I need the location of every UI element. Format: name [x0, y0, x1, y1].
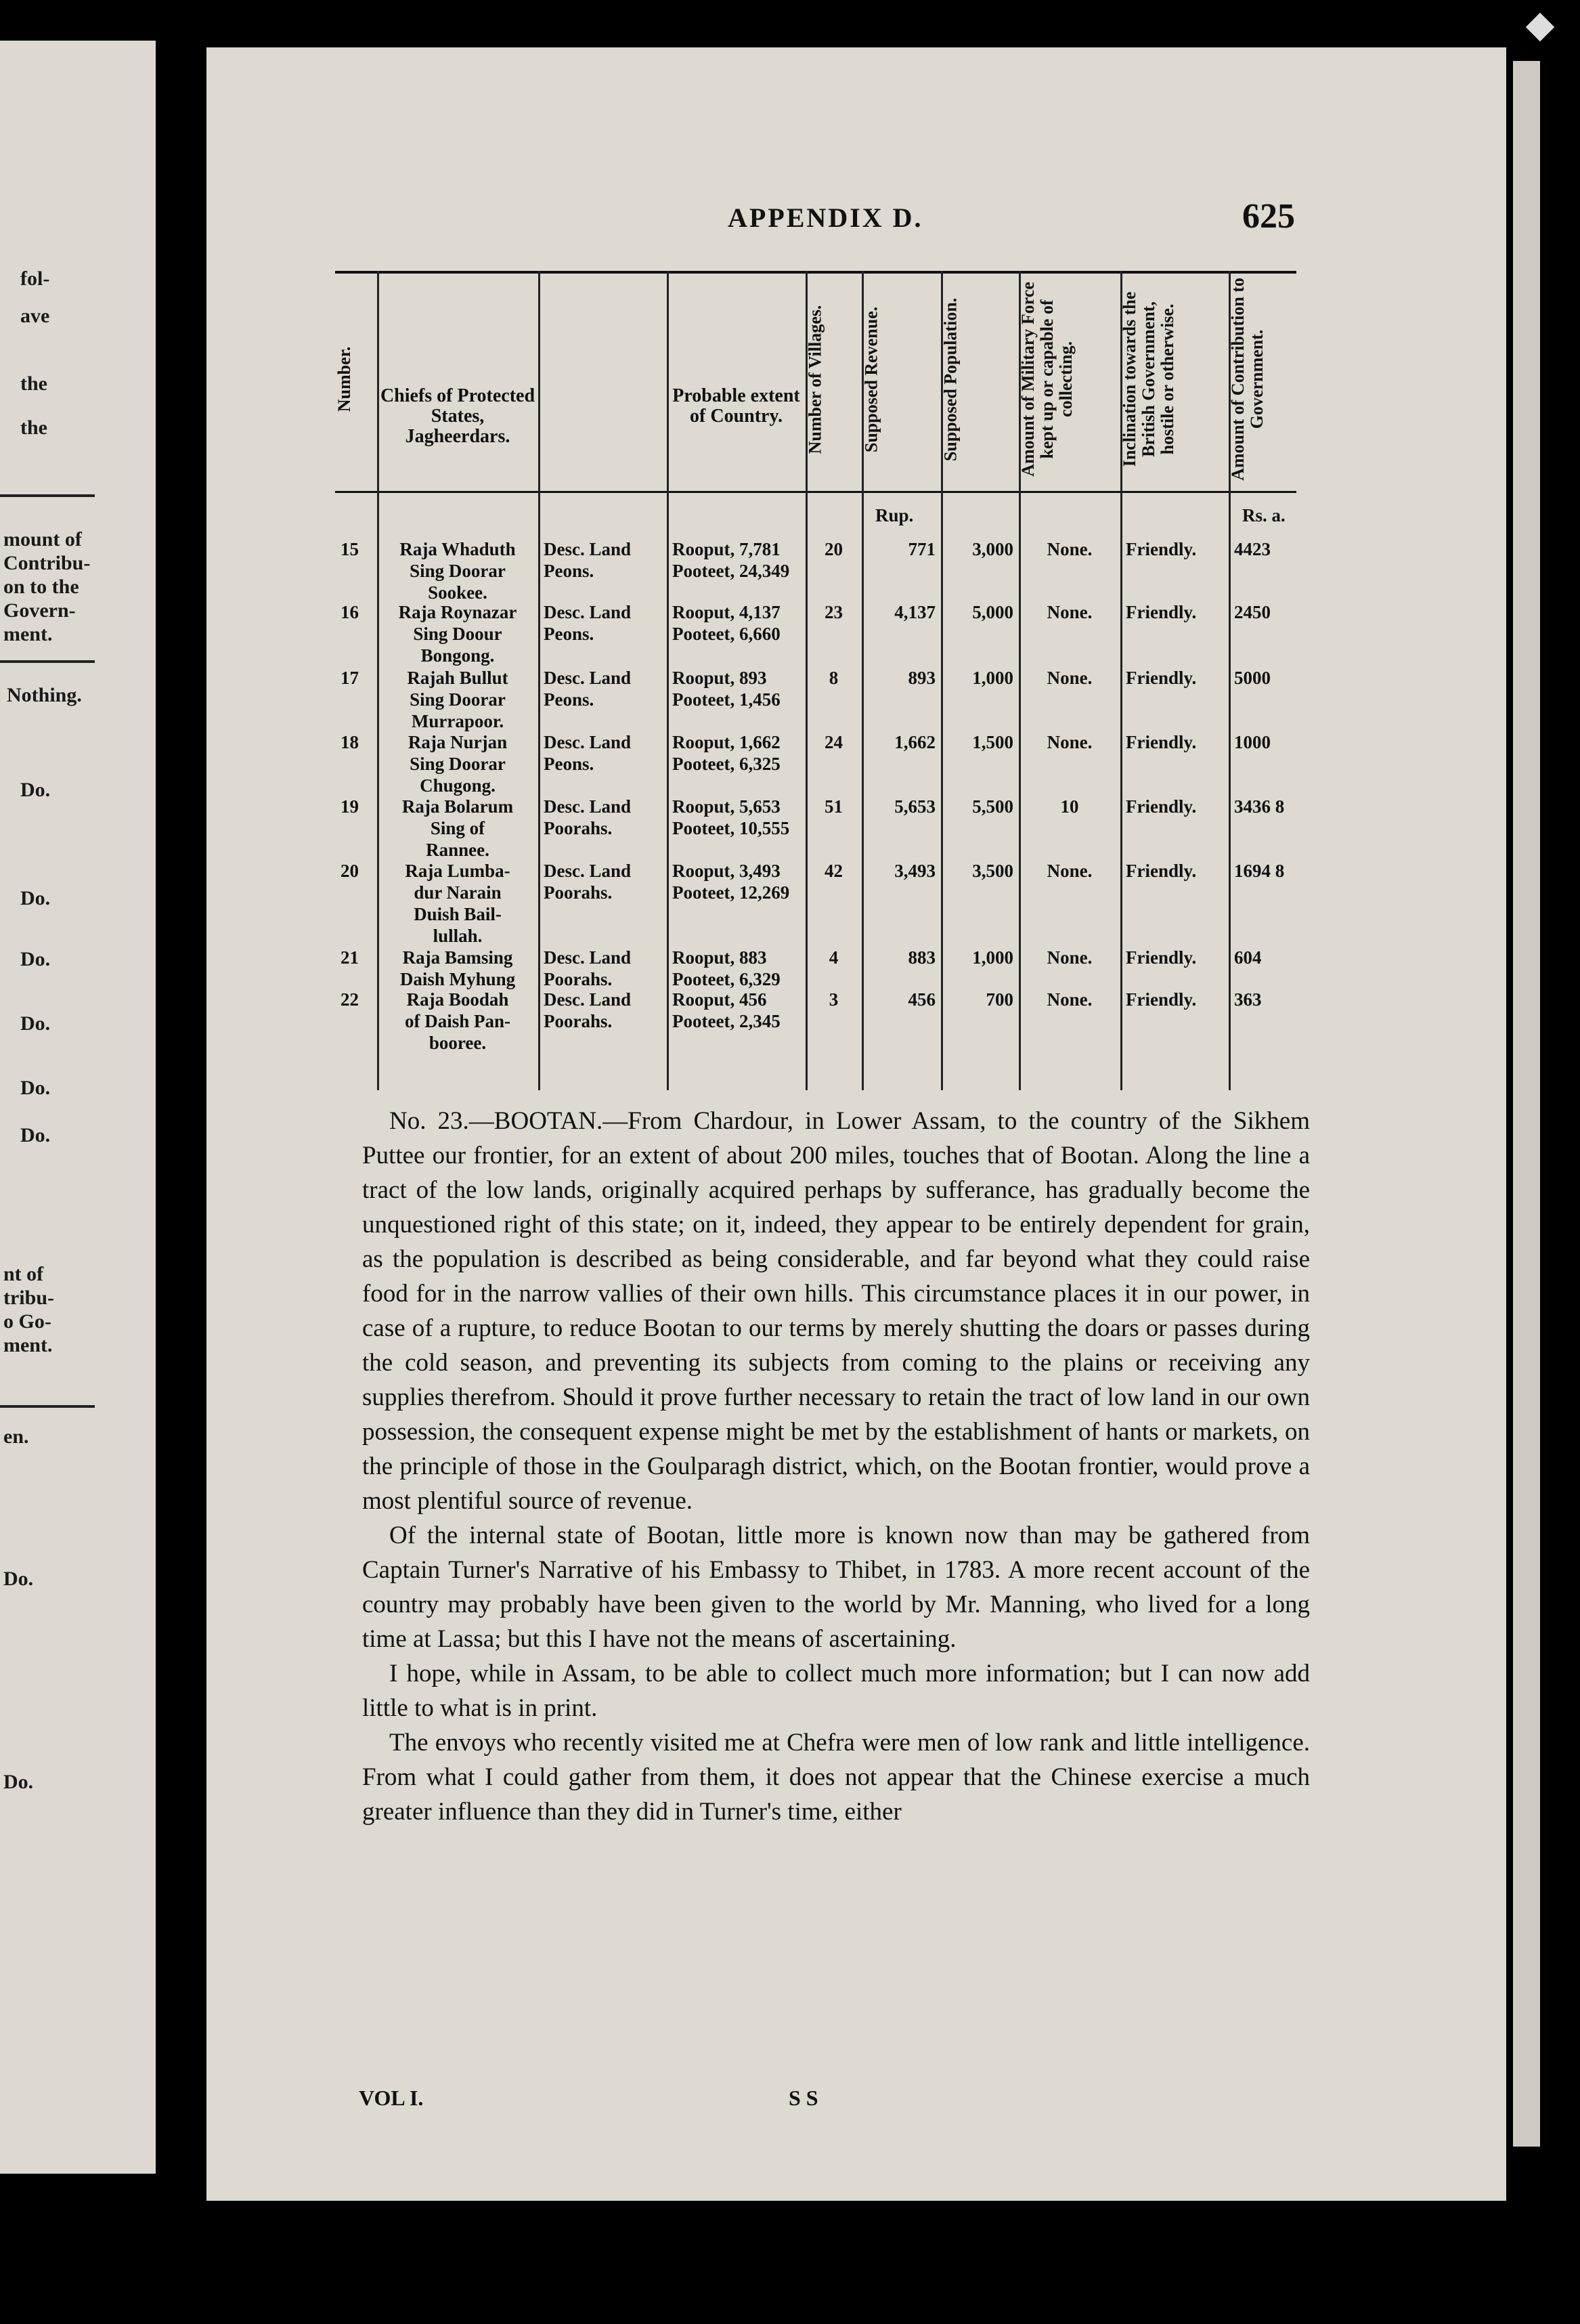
previous-page-line: tribu- [3, 1287, 54, 1309]
table-cell-population: 1,000 [972, 668, 1013, 688]
table-cell-no: 22 [341, 989, 359, 1010]
table-cell-revenue: 5,653 [894, 796, 936, 817]
previous-page-line: Nothing. [7, 684, 82, 706]
table-cell-no: 19 [341, 796, 359, 817]
table-cell-chief: Raja Lumba- dur Narain Duish Bail- lullah. [405, 861, 510, 946]
table-cell-no: 15 [341, 539, 359, 559]
table-cell-revenue: 4,137 [894, 602, 936, 622]
previous-page-line: mount of [3, 528, 82, 551]
table-top-rule [335, 271, 1296, 274]
table-cell-no: 21 [341, 947, 359, 968]
table-column-header: Number of Villages. [805, 305, 825, 454]
previous-page-line: the [20, 416, 47, 439]
table-column-header: Supposed Revenue. [861, 306, 881, 452]
previous-page-line: Do. [20, 948, 51, 970]
previous-page-line: Contribu- [3, 552, 91, 574]
table-cell-revenue: 456 [908, 989, 936, 1010]
table-column-header: Amount of Contribution to Government. [1228, 278, 1267, 481]
previous-page-line: ment. [3, 623, 53, 645]
table-cell-revenue: 1,662 [894, 732, 936, 752]
previous-page-line: Do. [20, 1124, 51, 1146]
previous-page-line: o Go- [3, 1310, 51, 1333]
table-cell-extent: Rooput, 7,781 Pooteet, 24,349 [672, 539, 790, 581]
table-cell-villages: 51 [825, 796, 843, 817]
table-cell-force: None. [1047, 989, 1093, 1010]
table-cell-population: 5,500 [972, 796, 1013, 817]
table-cell-villages: 20 [825, 539, 843, 559]
table-cell-extent: Rooput, 456 Pooteet, 2,345 [672, 989, 781, 1031]
table-cell-inclination: Friendly. [1126, 732, 1197, 752]
page-number: 625 [1242, 197, 1295, 236]
table-cell-inclination: Friendly. [1126, 539, 1197, 559]
table-cell-no: 18 [341, 732, 359, 752]
previous-page-line: en. [3, 1425, 29, 1448]
table-cell-revenue: 771 [908, 539, 936, 559]
table-cell-extent: Rooput, 883 Pooteet, 6,329 [672, 947, 781, 989]
table-cell-no: 16 [341, 602, 359, 622]
table-cell-inclination: Friendly. [1126, 947, 1197, 968]
contribution-unit: Rs. a. [1242, 505, 1286, 525]
table-cell-chief: Raja Bamsing Daish Myhung [399, 947, 516, 989]
previous-page-line: Do. [20, 1077, 51, 1099]
previous-page-line: Do. [20, 887, 51, 909]
previous-page-line: ment. [3, 1334, 53, 1356]
body-paragraph: I hope, while in Assam, to be able to collect much more information; but I can now add little to what is in print. [362, 1660, 1310, 1722]
table-cell-contribution: 1000 [1234, 732, 1271, 752]
table-column-header: Supposed Population. [940, 297, 960, 461]
table-column-rule [538, 271, 540, 1090]
table-cell-chief: Raja Boodah of Daish Pan- booree. [404, 989, 510, 1053]
table-cell-contribution: 604 [1234, 947, 1262, 968]
body-paragraph: No. 23.—BOOTAN.—From Chardour, in Lower Assam, to the country of the Sikhem Puttee our frontier, for an extent of about 200 miles, touches that of Bootan. Along the line a tract of the low lands, originally acquired perhaps by sufferance, has gradually become the unquestioned right of this state; on it, indeed, they appear to be entirely dependent for grain, as the population is described as being considerable, and far beyond what they could raise food for in the narrow vallies of their own hills. This circumstance places it in our power, in case of a rupture, to reduce Bootan to our terms by merely shutting the doars or passes during the cold season, and preventing its subjects from coming to the plains or receiving any supplies therefrom. Should it prove further necessary to retain the tract of low land in our own possession, the consequent expense might be met by the establishment of hants or markets, on the principle of those in the Goulparagh district, which, on the Bootan frontier, would prove a most plentiful source of revenue. [362, 1107, 1310, 1515]
table-cell-villages: 42 [825, 861, 843, 881]
table-cell-revenue: 893 [908, 668, 936, 688]
previous-page-line: the [20, 372, 47, 395]
table-cell-villages: 8 [829, 668, 839, 688]
table-cell-villages: 23 [825, 602, 843, 622]
table-cell-extent: Rooput, 5,653 Pooteet, 10,555 [672, 796, 790, 838]
table-cell-population: 700 [986, 989, 1013, 1010]
corner-mark-icon [1526, 13, 1554, 41]
table-cell-chief: Raja Whaduth Sing Doorar Sookee. [399, 539, 516, 603]
table-cell-villages: 4 [829, 947, 839, 968]
table-cell-force: None. [1047, 539, 1093, 559]
previous-page-line: Do. [20, 1012, 51, 1035]
table-cell-tenure: Desc. Land Poorahs. [544, 796, 632, 838]
table-cell-chief: Raja Bolarum Sing of Rannee. [401, 796, 514, 860]
previous-page-line: nt of [3, 1263, 44, 1285]
previous-page-line: ave [20, 305, 50, 327]
table-cell-population: 1,000 [972, 947, 1013, 968]
revenue-unit: Rup. [875, 505, 914, 525]
table-header-rule [335, 491, 1296, 493]
table-cell-contribution: 1694 8 [1234, 861, 1285, 881]
table-cell-tenure: Desc. Land Poorahs. [544, 947, 632, 989]
previous-page-rule [0, 1405, 95, 1408]
table-column-header: Probable extent of Country. [672, 385, 800, 427]
table-column-header: Number. [334, 346, 354, 412]
table-cell-extent: Rooput, 3,493 Pooteet, 12,269 [672, 861, 790, 903]
table-cell-revenue: 3,493 [894, 861, 936, 881]
table-cell-inclination: Friendly. [1126, 861, 1197, 881]
table-cell-contribution: 4423 [1234, 539, 1271, 559]
table-cell-extent: Rooput, 1,662 Pooteet, 6,325 [672, 732, 781, 774]
data-table [335, 271, 1296, 1090]
table-cell-population: 3,000 [972, 539, 1013, 559]
table-cell-inclination: Friendly. [1126, 796, 1197, 817]
table-cell-chief: Raja Nurjan Sing Doorar Chugong. [408, 732, 508, 796]
table-column-header: Chiefs of Protected States, Jagheerdars. [380, 385, 535, 447]
table-column-header: Inclination towards the British Government, hostile or otherwise. [1120, 291, 1177, 467]
table-cell-chief: Raja Roynazar Sing Doour Bongong. [398, 602, 517, 666]
table-cell-tenure: Desc. Land Poorahs. [544, 861, 632, 903]
table-cell-no: 20 [341, 861, 359, 881]
table-cell-force: None. [1047, 732, 1093, 752]
table-cell-inclination: Friendly. [1126, 602, 1197, 622]
table-cell-force: None. [1047, 861, 1093, 881]
table-cell-villages: 3 [829, 989, 839, 1010]
previous-page-line: fol- [20, 267, 50, 290]
table-cell-force: None. [1047, 602, 1093, 622]
previous-page-line: Do. [20, 779, 51, 801]
table-cell-no: 17 [341, 668, 359, 688]
running-head: APPENDIX D. [728, 202, 923, 233]
previous-page-line: Do. [3, 1771, 34, 1793]
table-cell-force: 10 [1060, 796, 1079, 817]
table-cell-population: 3,500 [972, 861, 1013, 881]
page-edge [1513, 61, 1540, 2147]
previous-page-rule [0, 494, 95, 497]
previous-page [0, 41, 156, 2174]
table-cell-force: None. [1047, 947, 1093, 968]
page [206, 47, 1506, 2201]
signature-mark: S S [789, 2086, 818, 2110]
table-cell-inclination: Friendly. [1126, 989, 1197, 1010]
table-cell-extent: Rooput, 893 Pooteet, 1,456 [672, 668, 781, 710]
table-cell-contribution: 3436 8 [1234, 796, 1285, 817]
table-cell-population: 1,500 [972, 732, 1013, 752]
previous-page-line: Do. [3, 1568, 34, 1590]
table-cell-tenure: Desc. Land Peons. [544, 732, 632, 774]
table-cell-force: None. [1047, 668, 1093, 688]
table-cell-extent: Rooput, 4,137 Pooteet, 6,660 [672, 602, 781, 644]
previous-page-line: Govern- [3, 599, 76, 622]
table-cell-population: 5,000 [972, 602, 1013, 622]
body-paragraph: Of the internal state of Bootan, little more is known now than may be gathered from Captain Turner's Narrative of his Embassy to Thibet, in 1783. A more recent account of the country may probably have been given to the world by Mr. Manning, who lived for a long time at Lassa; but this I have not the means of ascertaining. [362, 1522, 1310, 1653]
table-cell-inclination: Friendly. [1126, 668, 1197, 688]
table-column-header: Amount of Military Force kept up or capable of collecting. [1018, 282, 1076, 477]
table-cell-tenure: Desc. Land Peons. [544, 539, 632, 581]
table-cell-contribution: 2450 [1234, 602, 1271, 622]
body-paragraph: The envoys who recently visited me at Chefra were men of low rank and little intelligence. From what I could gather from them, it does not appear that the Chinese exercise a much greater influence than they did in Turner's time, either [362, 1729, 1310, 1826]
table-cell-villages: 24 [825, 732, 843, 752]
table-cell-tenure: Desc. Land Peons. [544, 668, 632, 710]
table-cell-contribution: 363 [1234, 989, 1262, 1010]
body-text [362, 1104, 1310, 1829]
table-cell-contribution: 5000 [1234, 668, 1271, 688]
table-cell-tenure: Desc. Land Poorahs. [544, 989, 632, 1031]
table-cell-revenue: 883 [908, 947, 936, 968]
previous-page-line: on to the [3, 576, 79, 598]
volume-label: VOL I. [359, 2086, 424, 2110]
previous-page-rule [0, 660, 95, 663]
table-cell-chief: Rajah Bullut Sing Doorar Murrapoor. [407, 668, 508, 731]
table-cell-tenure: Desc. Land Peons. [544, 602, 632, 644]
